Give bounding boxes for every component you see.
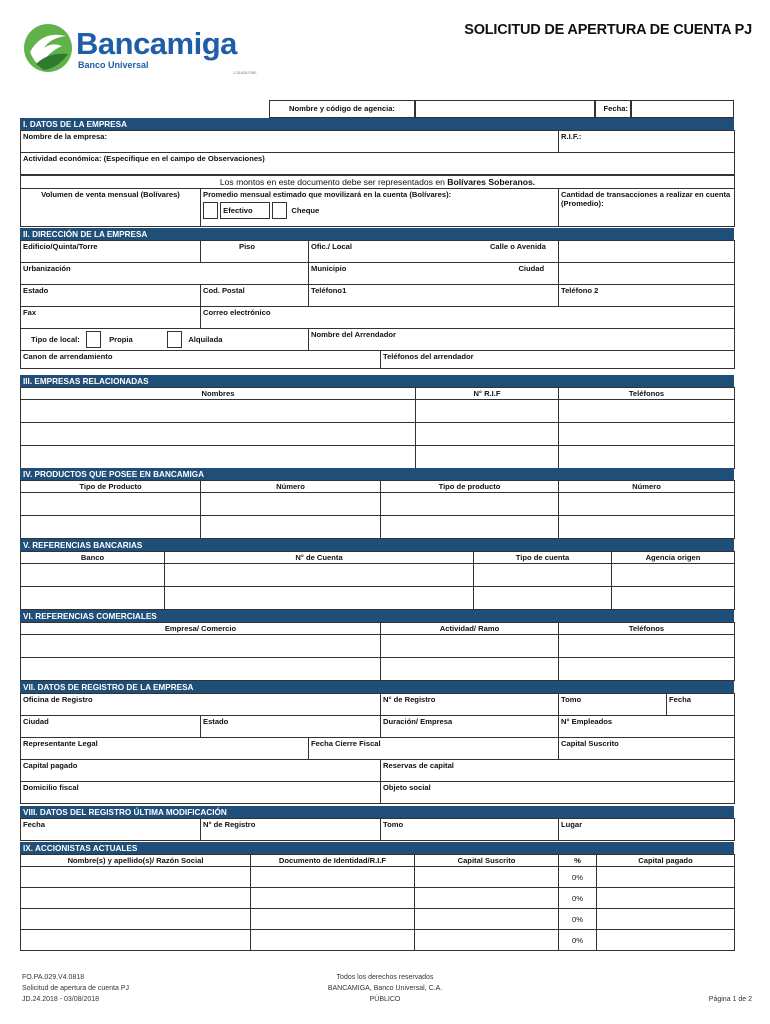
- landlord-field[interactable]: [309, 329, 735, 351]
- purpose-label: Objeto social: [383, 783, 431, 792]
- table-cell[interactable]: [21, 516, 201, 539]
- col-header: Banco: [21, 552, 165, 564]
- col-header: Actividad/ Ramo: [381, 623, 559, 635]
- brand-name: Bancamiga: [76, 26, 237, 61]
- subscribed-capital-field[interactable]: [559, 738, 735, 760]
- mod-date-label: Fecha: [23, 820, 45, 829]
- col-header: Teléfonos: [559, 388, 735, 400]
- mod-reg-no-field[interactable]: [201, 819, 381, 841]
- rent-field[interactable]: [21, 351, 381, 369]
- section-last-modification: [20, 806, 734, 841]
- table-row: [21, 587, 735, 610]
- date-label: Fecha:: [595, 100, 631, 118]
- floor-field[interactable]: [201, 241, 309, 263]
- percent-cell: 0%: [559, 909, 597, 930]
- avg-field: [201, 189, 559, 227]
- office-label: Ofic./ Local: [311, 242, 352, 251]
- postal-field[interactable]: [201, 285, 309, 307]
- col-header: Empresa/ Comercio: [21, 623, 381, 635]
- col-header: Nombres: [21, 388, 416, 400]
- col-header: Agencia origen: [612, 552, 735, 564]
- employees-label: N° Empleados: [561, 717, 613, 726]
- fax-field[interactable]: [21, 307, 201, 329]
- table-row: [21, 888, 735, 909]
- municipality-field[interactable]: [309, 263, 559, 285]
- table-cell[interactable]: [21, 564, 165, 587]
- legal-rep-label: Representante Legal: [23, 739, 98, 748]
- reg-date-label: Fecha: [669, 695, 691, 704]
- table-cell[interactable]: [21, 423, 416, 446]
- percent-cell: 0%: [559, 867, 597, 888]
- table-row: [21, 658, 735, 681]
- table-cell[interactable]: [597, 909, 735, 930]
- table-cell[interactable]: [612, 587, 735, 610]
- purpose-field[interactable]: [381, 782, 735, 804]
- volume-label: Volumen de venta mensual (Bolívares): [41, 190, 180, 199]
- table-cell[interactable]: [415, 930, 559, 951]
- cash-label: Efectivo: [220, 202, 270, 219]
- city-field[interactable]: [559, 263, 735, 285]
- document-title: SOLICITUD DE APERTURA DE CUENTA PJ: [464, 22, 752, 38]
- own-label: Propia: [109, 334, 133, 344]
- phone1-field[interactable]: [309, 285, 559, 307]
- mod-tomo-label: Tomo: [383, 820, 404, 829]
- street-label: Calle o Avenida: [489, 242, 546, 251]
- table-row: [21, 564, 735, 587]
- table-cell[interactable]: [612, 564, 735, 587]
- col-header: N° de Cuenta: [165, 552, 474, 564]
- table-cell[interactable]: [21, 930, 251, 951]
- company-name-label: Nombre de la empresa:: [23, 132, 107, 141]
- table-cell[interactable]: [416, 400, 559, 423]
- date-input[interactable]: [631, 100, 734, 118]
- section-header: II. DIRECCIÓN DE LA EMPRESA: [20, 228, 734, 240]
- table-row: [21, 909, 735, 930]
- table-cell[interactable]: [597, 930, 735, 951]
- mod-tomo-field[interactable]: [381, 819, 559, 841]
- reserves-label: Reservas de capital: [383, 761, 454, 770]
- registry-office-label: Oficina de Registro: [23, 695, 93, 704]
- percent-cell: 0%: [559, 888, 597, 909]
- col-header: Capital pagado: [597, 855, 735, 867]
- currency-note: [21, 176, 735, 189]
- transactions-label: Cantidad de transacciones a realizar en cuenta (Promedio):: [561, 190, 731, 208]
- table-cell[interactable]: [21, 888, 251, 909]
- duration-field[interactable]: [381, 716, 559, 738]
- table-cell[interactable]: [21, 909, 251, 930]
- fiscal-close-field[interactable]: [309, 738, 559, 760]
- form-code: FO.PA.029.V4.0818: [22, 974, 85, 981]
- landlord-phones-label: Teléfonos del arrendador: [383, 352, 474, 361]
- table-row: [21, 516, 735, 539]
- landlord-phones-field[interactable]: [381, 351, 735, 369]
- table-cell[interactable]: [381, 516, 559, 539]
- mod-reg-no-label: N° de Registro: [203, 820, 256, 829]
- email-field[interactable]: [201, 307, 735, 329]
- table-cell[interactable]: [201, 516, 381, 539]
- table-cell[interactable]: [21, 635, 381, 658]
- table-cell[interactable]: [474, 587, 612, 610]
- table-cell[interactable]: [559, 446, 735, 469]
- fiscal-address-field[interactable]: [21, 782, 381, 804]
- table-cell[interactable]: [559, 400, 735, 423]
- page-number: Página 1 de 2: [708, 996, 752, 1003]
- mod-place-label: Lugar: [561, 820, 583, 829]
- table-row: [21, 423, 735, 446]
- paid-capital-label: Capital pagado: [23, 761, 78, 770]
- check-checkbox[interactable]: [272, 202, 287, 219]
- table-cell[interactable]: [251, 888, 415, 909]
- col-header: Capital Suscrito: [415, 855, 559, 867]
- table-cell[interactable]: [251, 930, 415, 951]
- street-field[interactable]: [559, 241, 735, 263]
- footer-left: [22, 972, 129, 1005]
- local-type-field: [21, 329, 309, 351]
- urb-label: Urbanización: [23, 264, 71, 273]
- section-header: VII. DATOS DE REGISTRO DE LA EMPRESA: [20, 681, 734, 693]
- rented-label: Alquilada: [188, 334, 223, 344]
- table-cell[interactable]: [381, 658, 559, 681]
- reg-state-label: Estado: [203, 717, 229, 726]
- col-header: %: [559, 855, 597, 867]
- duration-label: Duración/ Empresa: [383, 717, 453, 726]
- rif-field[interactable]: [559, 131, 735, 153]
- table-cell[interactable]: [21, 400, 416, 423]
- avg-label: Promedio mensual estimado que movilizará en la cuenta (Bolívares):: [203, 190, 452, 199]
- section-header: I. DATOS DE LA EMPRESA: [20, 118, 734, 130]
- rented-checkbox[interactable]: [167, 331, 182, 348]
- agency-row: [20, 100, 734, 118]
- tomo-field[interactable]: [559, 694, 667, 716]
- tomo-label: Tomo: [561, 695, 582, 704]
- table-cell[interactable]: [165, 587, 474, 610]
- table-cell[interactable]: [21, 658, 381, 681]
- section-header: IV. PRODUCTOS QUE POSEE EN BANCAMIGA: [20, 468, 734, 480]
- col-header: Tipo de producto: [381, 481, 559, 493]
- rif-mark: J-316287390: [233, 70, 257, 75]
- section-company-data: [20, 118, 734, 227]
- check-label: Cheque: [291, 206, 320, 215]
- table-cell[interactable]: [381, 635, 559, 658]
- col-header: Tipo de cuenta: [474, 552, 612, 564]
- landlord-label: Nombre del Arrendador: [311, 330, 396, 339]
- col-header: Tipo de Producto: [21, 481, 201, 493]
- floor-label: Piso: [239, 242, 256, 251]
- table-row: [21, 400, 735, 423]
- section-products: [20, 468, 734, 539]
- phone1-label: Teléfono1: [311, 286, 347, 295]
- section-header: V. REFERENCIAS BANCARIAS: [20, 539, 734, 551]
- table-cell[interactable]: [559, 423, 735, 446]
- activity-label: Actividad económica: (Especifique en el campo de Observaciones): [23, 154, 265, 163]
- table-cell[interactable]: [559, 635, 735, 658]
- table-cell[interactable]: [416, 446, 559, 469]
- table-cell[interactable]: [415, 909, 559, 930]
- table-row: [21, 635, 735, 658]
- table-cell[interactable]: [251, 867, 415, 888]
- fax-label: Fax: [23, 308, 37, 317]
- col-header: Documento de Identidad/R.I.F: [251, 855, 415, 867]
- section-header: VIII. DATOS DEL REGISTRO ÚLTIMA MODIFICACIÓN: [20, 806, 734, 818]
- fiscal-address-label: Domicilio fiscal: [23, 783, 79, 792]
- form-name: Solicitud de apertura de cuenta PJ: [22, 985, 130, 992]
- mod-date-field[interactable]: [21, 819, 201, 841]
- section-address: [20, 228, 734, 369]
- table-cell[interactable]: [416, 423, 559, 446]
- note-bold: Bolívares Soberanos.: [447, 177, 536, 187]
- table-row: [21, 493, 735, 516]
- city-label: Ciudad: [518, 264, 545, 273]
- table-cell[interactable]: [21, 493, 201, 516]
- table-cell[interactable]: [165, 564, 474, 587]
- table-cell[interactable]: [415, 867, 559, 888]
- brand-subtitle: Banco Universal: [78, 60, 149, 70]
- building-field[interactable]: [21, 241, 201, 263]
- section-shareholders: [20, 842, 734, 951]
- table-cell[interactable]: [21, 867, 251, 888]
- section-related-companies: [20, 375, 734, 469]
- volume-field[interactable]: [21, 189, 201, 227]
- classification-text: PÚBLICO: [369, 996, 401, 1003]
- section-registration: [20, 681, 734, 804]
- building-label: Edificio/Quinta/Torre: [23, 242, 98, 251]
- table-row: [21, 867, 735, 888]
- reserves-field[interactable]: [381, 760, 735, 782]
- phone2-field[interactable]: [559, 285, 735, 307]
- state-field[interactable]: [21, 285, 201, 307]
- reg-no-field[interactable]: [381, 694, 559, 716]
- employees-field[interactable]: [559, 716, 735, 738]
- table-cell[interactable]: [201, 493, 381, 516]
- note-text: Los montos en este documento debe ser representados en: [219, 177, 445, 187]
- col-header: Teléfonos: [559, 623, 735, 635]
- reg-city-field[interactable]: [21, 716, 201, 738]
- registry-office-field[interactable]: [21, 694, 381, 716]
- local-type-label: Tipo de local:: [31, 334, 80, 344]
- bancamiga-logo: [22, 22, 262, 82]
- percent-cell: 0%: [559, 930, 597, 951]
- municipality-label: Municipio: [311, 264, 347, 273]
- reg-no-label: N° de Registro: [383, 695, 436, 704]
- rif-label: R.I.F.:: [561, 132, 582, 141]
- section-header: VI. REFERENCIAS COMERCIALES: [20, 610, 734, 622]
- fiscal-close-label: Fecha Cierre Fiscal: [311, 739, 381, 748]
- office-field[interactable]: [309, 241, 559, 263]
- subscribed-capital-label: Capital Suscrito: [561, 739, 619, 748]
- rent-label: Canon de arrendamiento: [23, 352, 113, 361]
- section-commercial-references: [20, 610, 734, 681]
- transactions-field[interactable]: [559, 189, 735, 227]
- table-cell[interactable]: [21, 446, 416, 469]
- email-label: Correo electrónico: [203, 308, 271, 317]
- company-name-field[interactable]: [21, 131, 559, 153]
- paid-capital-field[interactable]: [21, 760, 381, 782]
- col-header: Nombre(s) y apellido(s)/ Razón Social: [21, 855, 251, 867]
- table-cell[interactable]: [559, 516, 735, 539]
- table-cell[interactable]: [597, 867, 735, 888]
- phone2-label: Teléfono 2: [561, 286, 599, 295]
- table-cell[interactable]: [559, 658, 735, 681]
- footer-center: [285, 972, 485, 1005]
- col-header: Número: [559, 481, 735, 493]
- state-label: Estado: [23, 286, 49, 295]
- table-row: [21, 446, 735, 469]
- rights-text: Todos los derechos reservados: [336, 974, 434, 981]
- col-header: Número: [201, 481, 381, 493]
- table-cell[interactable]: [597, 888, 735, 909]
- table-cell[interactable]: [559, 493, 735, 516]
- section-header: IX. ACCIONISTAS ACTUALES: [20, 842, 734, 854]
- cash-checkbox[interactable]: [203, 202, 218, 219]
- urb-field[interactable]: [21, 263, 309, 285]
- table-cell[interactable]: [21, 587, 165, 610]
- table-cell[interactable]: [474, 564, 612, 587]
- company-text: BANCAMIGA, Banco Universal, C.A.: [327, 985, 443, 992]
- legal-rep-field[interactable]: [21, 738, 309, 760]
- section-header: III. EMPRESAS RELACIONADAS: [20, 375, 734, 387]
- reg-state-field[interactable]: [201, 716, 381, 738]
- section-bank-references: [20, 539, 734, 610]
- postal-label: Cod. Postal: [203, 286, 245, 295]
- table-cell[interactable]: [381, 493, 559, 516]
- form-date: JD.24.2018 - 03/08/2018: [22, 996, 100, 1003]
- agency-input[interactable]: [415, 100, 595, 118]
- table-row: [21, 930, 735, 951]
- agency-label: Nombre y código de agencia:: [269, 100, 415, 118]
- col-header: N° R.I.F: [416, 388, 559, 400]
- reg-city-label: Ciudad: [23, 717, 49, 726]
- mod-place-field[interactable]: [559, 819, 735, 841]
- activity-field[interactable]: [21, 153, 735, 175]
- table-cell[interactable]: [251, 909, 415, 930]
- own-checkbox[interactable]: [86, 331, 101, 348]
- table-cell[interactable]: [415, 888, 559, 909]
- reg-date-field[interactable]: [667, 694, 735, 716]
